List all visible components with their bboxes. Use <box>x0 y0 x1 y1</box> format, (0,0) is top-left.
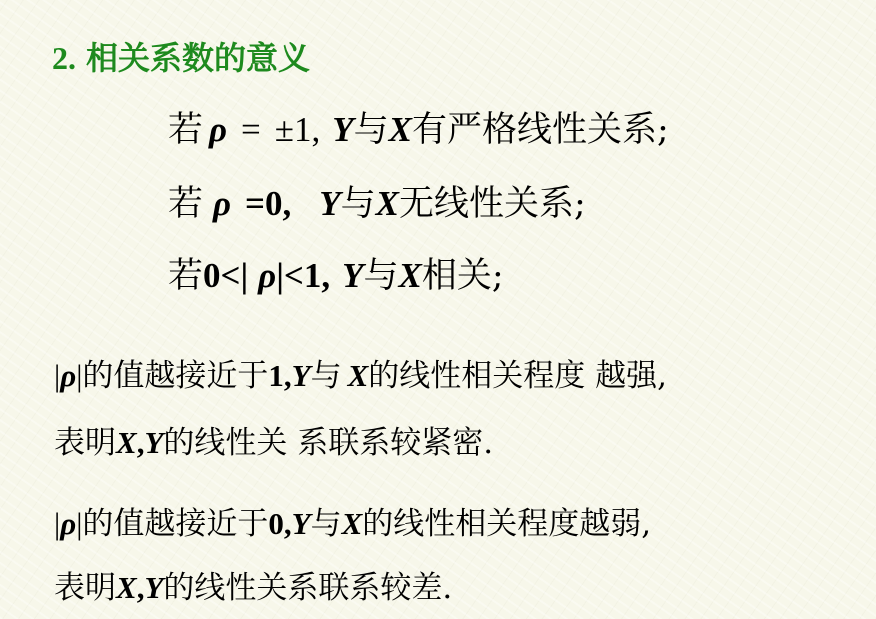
condition-text: 相关; <box>421 256 504 296</box>
condition-prefix: 若 <box>168 256 204 296</box>
condition-value: ±1, <box>274 110 321 149</box>
with-text: 与 <box>310 506 342 542</box>
var-x: X <box>375 184 400 223</box>
condition-strict-linear <box>168 112 669 148</box>
rho-symbol: ρ <box>213 184 232 223</box>
rho-symbol: ρ <box>258 256 277 295</box>
condition-no-linear <box>168 186 586 222</box>
rho-symbol: ρ <box>60 506 77 541</box>
var-y: Y <box>332 110 354 149</box>
var-x: X <box>347 358 369 393</box>
comma: , <box>136 570 145 605</box>
paragraph-text: 的值越接近于 <box>82 358 269 394</box>
paragraph-text: 的线性相关程度越弱, <box>362 506 652 542</box>
abs-bar: | <box>76 358 83 393</box>
paragraph-strong-line1 <box>54 360 667 392</box>
condition-value: =0, <box>245 184 292 223</box>
comma: , <box>136 425 145 460</box>
var-x: X <box>116 570 137 605</box>
condition-text: 无线性关系; <box>399 184 586 224</box>
rho-symbol: ρ <box>60 358 77 393</box>
condition-left-bound: 0<| <box>203 256 249 295</box>
equals-sign: = <box>241 110 261 149</box>
var-x: X <box>116 425 137 460</box>
paragraph-text: 的线性关系联系较差. <box>163 570 453 606</box>
var-y: Y <box>342 256 364 295</box>
condition-prefix: 若 <box>168 110 204 150</box>
var-y: Y <box>291 506 311 541</box>
with-text: 与 <box>340 184 376 224</box>
section-heading <box>52 39 311 77</box>
with-text: 与 <box>310 358 342 394</box>
var-y: Y <box>144 570 164 605</box>
paragraph-text: 的线性相关程度 越强, <box>368 358 668 394</box>
abs-bar: | <box>54 358 61 393</box>
condition-correlated <box>168 258 504 294</box>
var-y: Y <box>319 184 341 223</box>
section-title: 相关系数的意义 <box>86 39 311 77</box>
paragraph-weak-line1 <box>54 508 651 540</box>
paragraph-number: 0, <box>268 506 292 541</box>
rho-symbol: ρ <box>209 110 228 149</box>
var-x: X <box>398 256 422 295</box>
condition-prefix: 若 <box>168 184 204 224</box>
paragraph-weak-line2 <box>54 572 452 604</box>
var-y: Y <box>144 425 164 460</box>
var-y: Y <box>291 358 311 393</box>
paragraph-text: 表明 <box>54 425 116 461</box>
paragraph-text: 的值越接近于 <box>82 506 269 542</box>
paragraph-strong-line2 <box>54 427 493 459</box>
paragraph-text: 表明 <box>54 570 116 606</box>
paragraph-text: 的线性关 系联系较紧密. <box>163 425 494 461</box>
section-number: 2. <box>52 40 76 76</box>
paragraph-number: 1, <box>268 358 292 393</box>
var-x: X <box>341 506 363 541</box>
with-text: 与 <box>363 256 399 296</box>
abs-bar: | <box>54 506 61 541</box>
var-x: X <box>388 110 413 149</box>
with-text: 与 <box>353 110 389 150</box>
condition-text: 有严格线性关系; <box>412 110 669 150</box>
condition-right-bound: |<1, <box>276 256 331 295</box>
abs-bar: | <box>76 506 83 541</box>
